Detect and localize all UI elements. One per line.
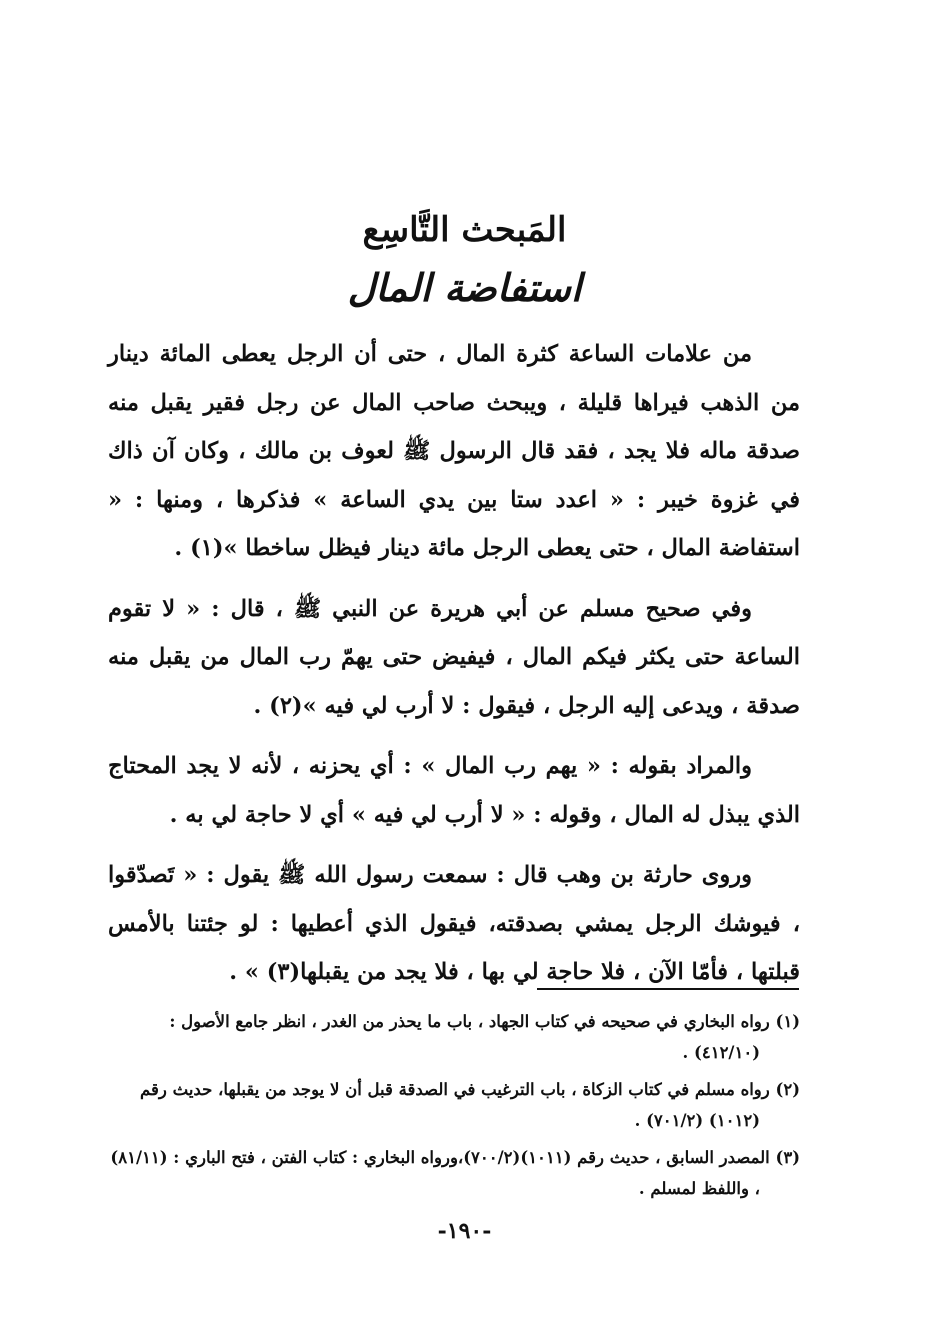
paragraph-4: وروى حارثة بن وهب قال : سمعت رسول الله ﷺ يقول : « تَصدّقوا ، فيوشك الرجل يمشي بصدقته، فيقول الذي أعطيها : لو جئتنا بالأمس قبلتها ، فأمّا الآن ، فلا حاجة لي بها ، فلا يجد من يقبلها(٣) » . — [108, 862, 800, 985]
paragraph-1: من علامات الساعة كثرة المال ، حتى أن الرجل يعطى المائة دينار من الذهب فيراها قليلة ، ويبحث صاحب المال عن رجل فقير يقبل منه صدقة ماله فلا يجد ، فقد قال الرسول ﷺ لعوف بن مالك ، وكان آن ذاك في غزوة خيبر : « اعدد ستا بين يدي الساعة » فذكرها ، ومنها : « استفاضة المال ، حتى يعطى الرجل مائة دينار فيظل ساخطا »(١) . — [108, 341, 800, 561]
footnotes — [108, 1006, 800, 1210]
body-text — [108, 330, 800, 997]
paragraph-3: والمراد بقوله : « يهم رب المال » : أي يحزنه ، لأنه لا يجد المحتاج الذي يبذل له المال ، وقوله : « لا أرب لي فيه » أي لا حاجة لي به . — [108, 753, 800, 828]
footnote-3: (٣) المصدر السابق ، حديث رقم (١٠١١)(٧٠٠/٢)،ورواه البخاري : كتاب الفتن ، فتح الباري : (٨١/١١) ، واللفظ لمسلم . — [110, 1148, 800, 1198]
chapter-title: استفاضة المال — [347, 265, 582, 310]
footnote-1: (١) رواه البخاري في صحيحه في كتاب الجهاد ، باب ما يحذر من الغدر ، انظر جامع الأصول : (٤١٢/١٠) . — [169, 1012, 800, 1062]
section-heading: المَبحث التَّاسِع — [362, 210, 567, 250]
footnote-separator — [537, 988, 799, 990]
heading-block — [0, 205, 929, 317]
footnote-2: (٢) رواه مسلم في كتاب الزكاة ، باب الترغيب في الصدقة قبل أن لا يوجد من يقبلها، حديث رقم (١٠١٢) (٧٠١/٢) . — [140, 1080, 800, 1130]
page-number: -١٩٠- — [437, 1218, 492, 1244]
paragraph-2: وفي صحيح مسلم عن أبي هريرة عن النبي ﷺ ، قال : « لا تقوم الساعة حتى يكثر فيكم المال ، فيفيض حتى يهمّ رب المال من يقبل منه صدقة ، ويدعى إليه الرجل ، فيقول : لا أرب لي فيه »(٢) . — [108, 595, 800, 719]
